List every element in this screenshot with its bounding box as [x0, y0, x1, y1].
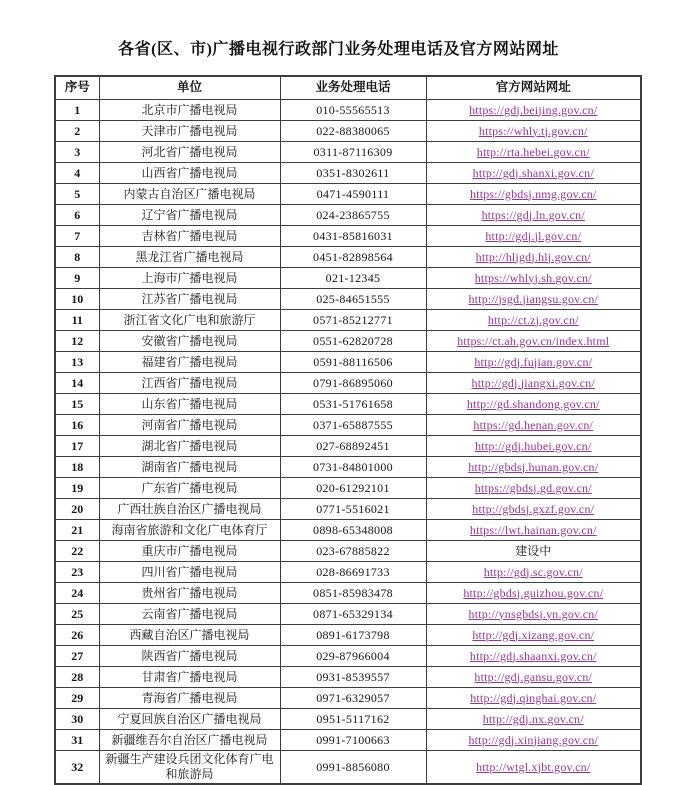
phone-cell: 0851-85983478	[280, 583, 426, 604]
unit-cell: 安徽省广播电视局	[99, 331, 280, 352]
serial-number-cell: 20	[55, 499, 99, 520]
unit-cell: 天津市广播电视局	[99, 121, 280, 142]
phone-cell: 0931-8539557	[280, 667, 426, 688]
serial-number-cell: 9	[55, 268, 99, 289]
table-row	[55, 478, 641, 499]
serial-number-cell: 16	[55, 415, 99, 436]
table-row	[55, 751, 641, 785]
serial-number-cell: 30	[55, 709, 99, 730]
table-row	[55, 520, 641, 541]
serial-number-cell: 5	[55, 184, 99, 205]
table-row	[55, 499, 641, 520]
table-row	[55, 268, 641, 289]
website-cell	[426, 331, 641, 352]
serial-number-cell: 22	[55, 541, 99, 562]
serial-number-cell: 4	[55, 163, 99, 184]
directory-table	[54, 75, 642, 785]
website-cell	[426, 730, 641, 751]
website-cell	[426, 352, 641, 373]
website-link[interactable]: http://gd.shandong.gov.cn/	[466, 396, 600, 411]
website-link[interactable]: http://gdj.xinjiang.gov.cn/	[468, 732, 599, 747]
table-row	[55, 247, 641, 268]
website-cell	[426, 310, 641, 331]
table-row	[55, 289, 641, 310]
unit-cell: 黑龙江省广播电视局	[99, 247, 280, 268]
table-body	[55, 100, 641, 785]
website-link[interactable]: http://gdj.jiangxi.gov.cn/	[471, 375, 595, 390]
website-status-text: 建设中	[515, 543, 552, 558]
serial-number-cell: 21	[55, 520, 99, 541]
table-row	[55, 562, 641, 583]
website-link[interactable]: https://whlyj.sh.gov.cn/	[474, 270, 592, 285]
serial-number-cell: 32	[55, 751, 99, 785]
phone-cell: 0771-5516021	[280, 499, 426, 520]
serial-number-cell: 29	[55, 688, 99, 709]
header-phone: 业务处理电话	[280, 76, 426, 100]
phone-cell: 0351-8302611	[280, 163, 426, 184]
table-row	[55, 352, 641, 373]
table-row	[55, 373, 641, 394]
header-website: 官方网站网址	[426, 76, 641, 100]
unit-cell: 宁夏回族自治区广播电视局	[99, 709, 280, 730]
website-cell	[426, 625, 641, 646]
website-link[interactable]: http://gdj.shanxi.gov.cn/	[472, 165, 594, 180]
unit-cell: 上海市广播电视局	[99, 268, 280, 289]
phone-cell: 0311-87116309	[280, 142, 426, 163]
website-cell	[426, 436, 641, 457]
website-link[interactable]: http://gdj.xizang.gov.cn/	[472, 627, 595, 642]
unit-cell: 湖南省广播电视局	[99, 457, 280, 478]
serial-number-cell: 6	[55, 205, 99, 226]
unit-cell: 河南省广播电视局	[99, 415, 280, 436]
website-cell	[426, 268, 641, 289]
table-row	[55, 688, 641, 709]
website-link[interactable]: http://gdj.jl.gov.cn/	[485, 228, 582, 243]
website-cell	[426, 121, 641, 142]
serial-number-cell: 3	[55, 142, 99, 163]
table-row	[55, 625, 641, 646]
phone-cell: 028-86691733	[280, 562, 426, 583]
serial-number-cell: 24	[55, 583, 99, 604]
website-cell	[426, 646, 641, 667]
unit-cell: 甘肃省广播电视局	[99, 667, 280, 688]
website-cell	[426, 562, 641, 583]
phone-cell: 027-68892451	[280, 436, 426, 457]
table-row	[55, 604, 641, 625]
website-link[interactable]: http://gdj.shaanxi.gov.cn/	[469, 648, 597, 663]
phone-cell: 025-84651555	[280, 289, 426, 310]
unit-cell: 湖北省广播电视局	[99, 436, 280, 457]
serial-number-cell: 2	[55, 121, 99, 142]
website-link[interactable]: http://gdj.gansu.gov.cn/	[474, 669, 593, 684]
phone-cell: 0791-86895060	[280, 373, 426, 394]
table-row	[55, 457, 641, 478]
table-row	[55, 163, 641, 184]
website-link[interactable]: http://gdj.hubei.gov.cn/	[475, 438, 592, 453]
phone-cell: 0471-4590111	[280, 184, 426, 205]
website-link[interactable]: http://wtgl.xjbt.gov.cn/	[476, 759, 591, 774]
table-row	[55, 100, 641, 121]
website-cell	[426, 415, 641, 436]
website-cell	[426, 709, 641, 730]
phone-cell: 0431-85816031	[280, 226, 426, 247]
unit-cell: 贵州省广播电视局	[99, 583, 280, 604]
serial-number-cell: 14	[55, 373, 99, 394]
website-cell	[426, 667, 641, 688]
website-cell	[426, 142, 641, 163]
website-link[interactable]: http://jsgd.jiangsu.gov.cn/	[468, 291, 599, 306]
phone-cell: 0898-65348008	[280, 520, 426, 541]
table-row	[55, 730, 641, 751]
serial-number-cell: 13	[55, 352, 99, 373]
table-row	[55, 667, 641, 688]
website-link[interactable]: http://gbdsj.gxzf.gov.cn/	[472, 501, 595, 516]
serial-number-cell: 26	[55, 625, 99, 646]
unit-cell: 江苏省广播电视局	[99, 289, 280, 310]
website-cell	[426, 163, 641, 184]
serial-number-cell: 19	[55, 478, 99, 499]
phone-cell: 0551-62820728	[280, 331, 426, 352]
serial-number-cell: 1	[55, 100, 99, 121]
serial-number-cell: 27	[55, 646, 99, 667]
website-link[interactable]: https://lwt.hainan.gov.cn/	[469, 522, 597, 537]
serial-number-cell: 23	[55, 562, 99, 583]
website-cell	[426, 226, 641, 247]
website-link[interactable]: http://gbdsj.guizhou.gov.cn/	[463, 585, 604, 600]
table-row	[55, 184, 641, 205]
website-link[interactable]: http://gdj.fujian.gov.cn/	[474, 354, 593, 369]
table-row	[55, 646, 641, 667]
unit-cell: 江西省广播电视局	[99, 373, 280, 394]
website-link[interactable]: https://ct.ah.gov.cn/index.html	[457, 333, 610, 348]
website-link[interactable]: https://whly.tj.gov.cn/	[478, 123, 588, 138]
phone-cell: 0871-65329134	[280, 604, 426, 625]
website-cell	[426, 520, 641, 541]
serial-number-cell: 8	[55, 247, 99, 268]
table-row	[55, 310, 641, 331]
website-link[interactable]: http://gbdsj.hunan.gov.cn/	[468, 459, 599, 474]
website-link[interactable]: http://gdj.nx.gov.cn/	[482, 711, 584, 726]
table-header-row	[55, 76, 641, 100]
unit-cell: 辽宁省广播电视局	[99, 205, 280, 226]
website-cell	[426, 247, 641, 268]
table-row	[55, 331, 641, 352]
table-row	[55, 121, 641, 142]
serial-number-cell: 7	[55, 226, 99, 247]
table-row	[55, 205, 641, 226]
serial-number-cell: 15	[55, 394, 99, 415]
website-cell	[426, 373, 641, 394]
unit-cell: 新疆维吾尔自治区广播电视局	[99, 730, 280, 751]
website-cell	[426, 205, 641, 226]
table-row	[55, 142, 641, 163]
phone-cell: 0731-84801000	[280, 457, 426, 478]
website-cell	[426, 457, 641, 478]
unit-cell: 广东省广播电视局	[99, 478, 280, 499]
website-link[interactable]: http://ynsgbdsj.yn.gov.cn/	[468, 606, 598, 621]
serial-number-cell: 12	[55, 331, 99, 352]
phone-cell: 022-88380065	[280, 121, 426, 142]
unit-cell: 吉林省广播电视局	[99, 226, 280, 247]
unit-cell: 山西省广播电视局	[99, 163, 280, 184]
unit-cell: 山东省广播电视局	[99, 394, 280, 415]
unit-cell: 四川省广播电视局	[99, 562, 280, 583]
unit-cell: 浙江省文化广电和旅游厅	[99, 310, 280, 331]
table-row	[55, 226, 641, 247]
website-link[interactable]: https://gdj.beijing.gov.cn/	[469, 102, 598, 117]
serial-number-cell: 10	[55, 289, 99, 310]
phone-cell: 0971-6329057	[280, 688, 426, 709]
serial-number-cell: 18	[55, 457, 99, 478]
table-row	[55, 415, 641, 436]
page-title: 各省(区、市)广播电视行政部门业务处理电话及官方网站网址	[118, 41, 559, 58]
phone-cell: 0451-82898564	[280, 247, 426, 268]
website-cell	[426, 583, 641, 604]
serial-number-cell: 28	[55, 667, 99, 688]
unit-cell: 新疆生产建设兵团文化体育广电和旅游局	[99, 751, 280, 785]
unit-cell: 重庆市广播电视局	[99, 541, 280, 562]
unit-cell: 广西壮族自治区广播电视局	[99, 499, 280, 520]
phone-cell: 0891-6173798	[280, 625, 426, 646]
website-link[interactable]: https://gbdsj.nmg.gov.cn/	[469, 186, 597, 201]
website-cell	[426, 604, 641, 625]
website-cell	[426, 478, 641, 499]
serial-number-cell: 17	[55, 436, 99, 457]
unit-cell: 北京市广播电视局	[99, 100, 280, 121]
phone-cell: 0991-8856080	[280, 751, 426, 785]
table-row	[55, 436, 641, 457]
unit-cell: 青海省广播电视局	[99, 688, 280, 709]
header-serial-number: 序号	[55, 76, 99, 100]
phone-cell: 0591-88116506	[280, 352, 426, 373]
phone-cell: 023-67885822	[280, 541, 426, 562]
website-link[interactable]: http://ct.zj.gov.cn/	[487, 312, 579, 327]
website-cell	[426, 499, 641, 520]
phone-cell: 0571-85212771	[280, 310, 426, 331]
phone-cell: 020-61292101	[280, 478, 426, 499]
unit-cell: 内蒙古自治区广播电视局	[99, 184, 280, 205]
website-link[interactable]: https://gd.henan.gov.cn/	[473, 417, 594, 432]
unit-cell: 西藏自治区广播电视局	[99, 625, 280, 646]
website-cell	[426, 751, 641, 785]
serial-number-cell: 25	[55, 604, 99, 625]
website-cell	[426, 184, 641, 205]
table-row	[55, 709, 641, 730]
unit-cell: 陕西省广播电视局	[99, 646, 280, 667]
website-cell	[426, 394, 641, 415]
website-link[interactable]: https://gbdsj.gd.gov.cn/	[474, 480, 592, 495]
table-row	[55, 541, 641, 562]
serial-number-cell: 11	[55, 310, 99, 331]
phone-cell: 024-23865755	[280, 205, 426, 226]
unit-cell: 海南省旅游和文化广电体育厅	[99, 520, 280, 541]
unit-cell: 河北省广播电视局	[99, 142, 280, 163]
website-cell	[426, 289, 641, 310]
phone-cell: 0371-65887555	[280, 415, 426, 436]
unit-cell: 福建省广播电视局	[99, 352, 280, 373]
website-link[interactable]: https://gdj.ln.gov.cn/	[481, 207, 585, 222]
unit-cell: 云南省广播电视局	[99, 604, 280, 625]
website-link[interactable]: http://gdj.sc.gov.cn/	[483, 564, 583, 579]
website-link[interactable]: http://rta.hebei.gov.cn/	[476, 144, 590, 159]
phone-cell: 0991-7100663	[280, 730, 426, 751]
phone-cell: 0531-51761658	[280, 394, 426, 415]
table-row	[55, 394, 641, 415]
phone-cell: 010-55565513	[280, 100, 426, 121]
website-link[interactable]: http://gdj.qinghai.gov.cn/	[470, 690, 597, 705]
phone-cell: 021-12345	[280, 268, 426, 289]
website-cell	[426, 688, 641, 709]
phone-cell: 029-87966004	[280, 646, 426, 667]
serial-number-cell: 31	[55, 730, 99, 751]
website-cell	[426, 100, 641, 121]
table-row	[55, 583, 641, 604]
phone-cell: 0951-5117162	[280, 709, 426, 730]
website-link[interactable]: http://hljgdj.hlj.gov.cn/	[475, 249, 591, 264]
header-unit: 单位	[99, 76, 280, 100]
website-cell	[426, 541, 641, 562]
